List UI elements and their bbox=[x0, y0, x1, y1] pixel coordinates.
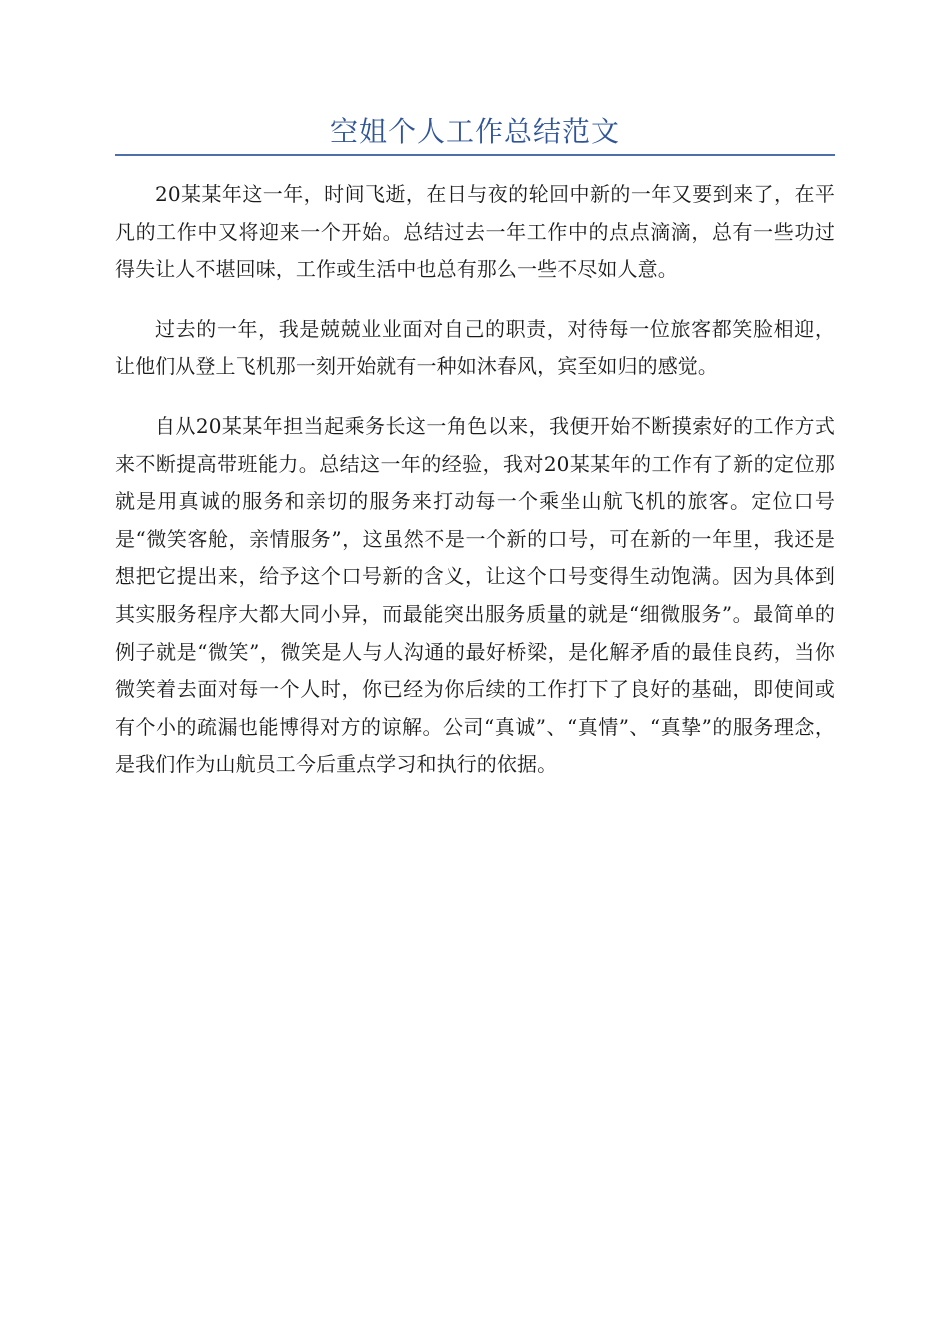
paragraph-3: 自从20某某年担当起乘务长这一角色以来，我便开始不断摸索好的工作方式来不断提高带班能力。总结这一年的经验，我对20某某年的工作有了新的定位那就是用真诚的服务和亲切的服务来打动每一个乘坐山航飞机的旅客。定位口号是“微笑客舱，亲情服务”，这虽然不是一个新的口号，可在新的一年里，我还是想把它提出来，给予这个口号新的含义，让这个口号变得生动饱满。因为具体到其实服务程序大都大同小异，而最能突出服务质量的就是“细微服务”。最简单的例子就是“微笑”，微笑是人与人沟通的最好桥梁，是化解矛盾的最佳良药，当你微笑着去面对每一个人时，你已经为你后续的工作打下了良好的基础，即使间或有个小的疏漏也能博得对方的谅解。公司“真诚”、“真情”、“真挚”的服务理念，是我们作为山航员工今后重点学习和执行的依据。 bbox=[115, 413, 835, 777]
paragraph-1: 20某某年这一年，时间飞逝，在日与夜的轮回中新的一年又要到来了，在平凡的工作中又将迎来一个开始。总结过去一年工作中的点点滴滴，总有一些功过得失让人不堪回味，工作或生活中也总有那么一些不尽如人意。 bbox=[115, 182, 835, 282]
title-underline bbox=[115, 154, 835, 156]
paragraph-2: 过去的一年，我是兢兢业业面对自己的职责，对待每一位旅客都笑脸相迎，让他们从登上飞机那一刻开始就有一种如沐春风，宾至如归的感觉。 bbox=[115, 316, 835, 379]
document-title: 空姐个人工作总结范文 bbox=[329, 115, 620, 148]
document-body bbox=[115, 176, 835, 806]
